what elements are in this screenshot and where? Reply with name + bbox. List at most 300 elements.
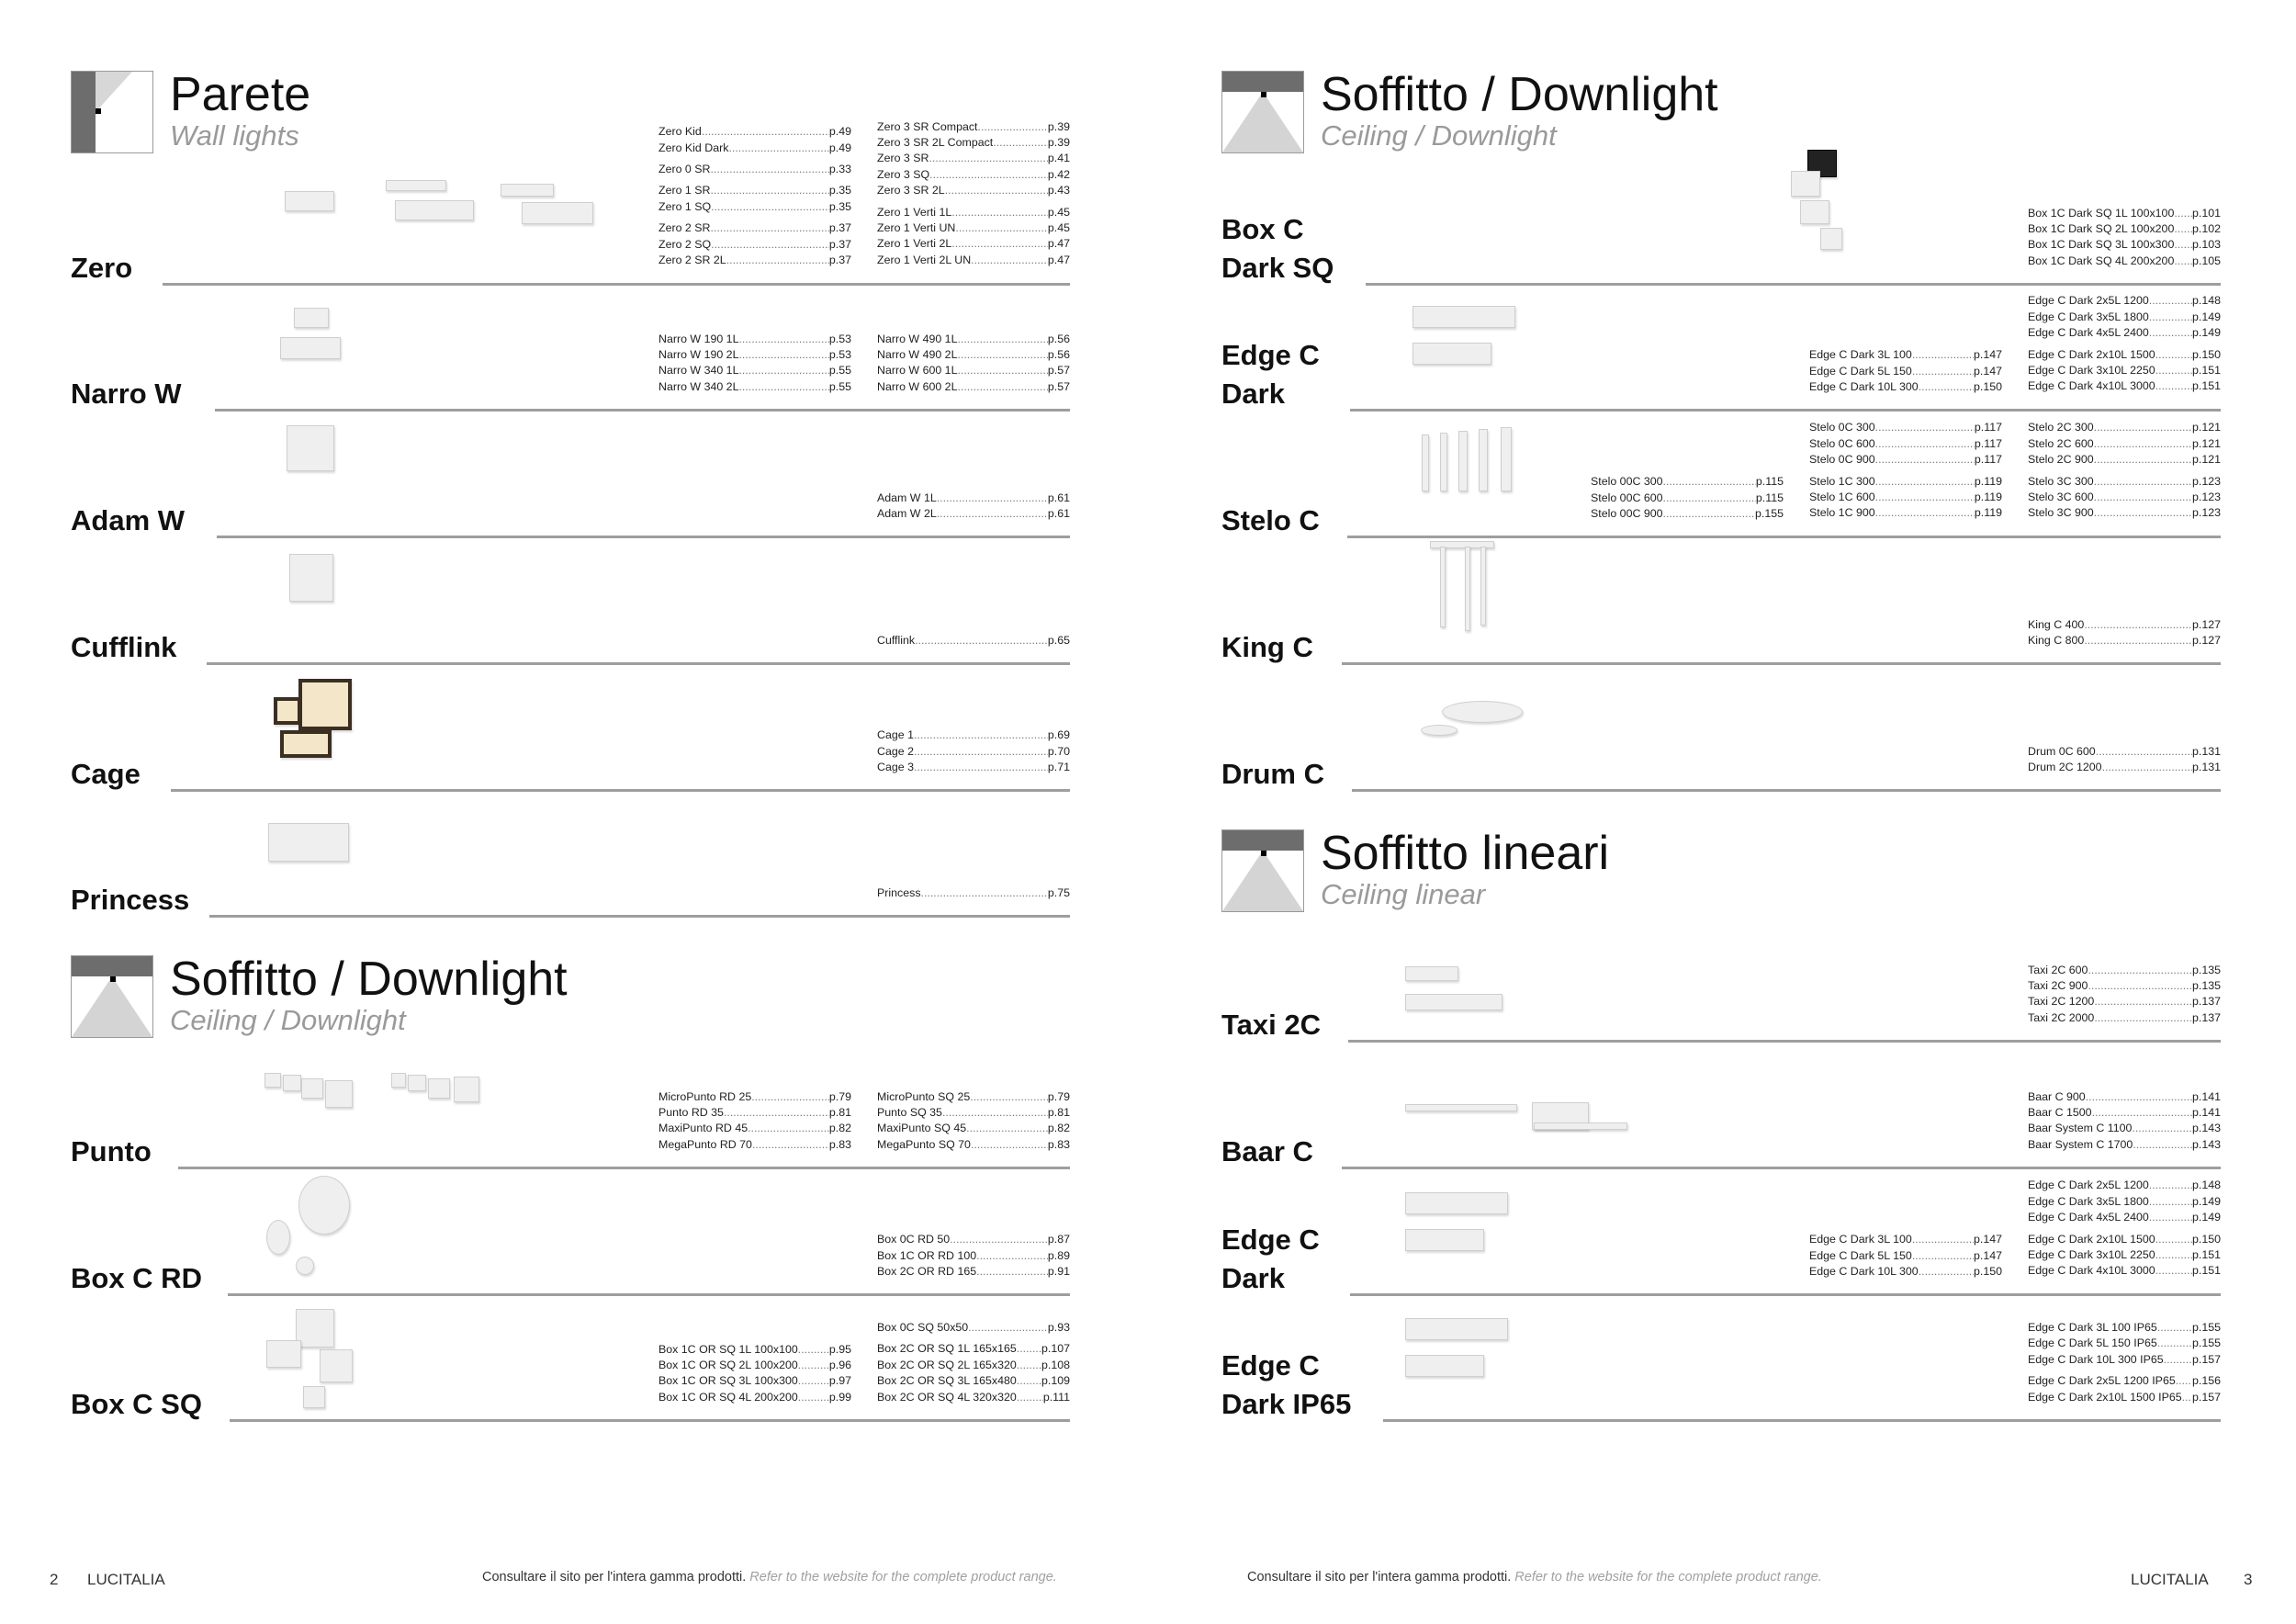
product-model: Drum 0C 600	[2028, 744, 2096, 758]
row-divider	[228, 1293, 1070, 1296]
leader-dots	[914, 727, 1048, 743]
page-ref: p.115	[1755, 491, 1784, 504]
leader-dots	[2149, 293, 2192, 309]
product-family-name: Punto	[71, 1135, 152, 1167]
product-model: Taxi 2C 900	[2028, 979, 2088, 992]
page-ref: p.39	[1047, 136, 1070, 149]
leader-dots	[738, 347, 828, 363]
product-model: Cage 1	[877, 728, 914, 742]
leader-dots	[2094, 474, 2192, 490]
product-thumbnail	[1791, 171, 1820, 197]
page-ref: p.155	[2191, 1321, 2221, 1334]
page-ref: p.102	[2191, 222, 2221, 235]
list-item	[658, 1121, 851, 1136]
product-model: Zero 1 SQ	[658, 199, 712, 213]
product-page-list	[877, 491, 1070, 523]
leader-dots	[2155, 363, 2192, 378]
page-ref: p.97	[828, 1374, 851, 1388]
product-family-name: Cufflink	[71, 631, 177, 663]
product-model: Zero Kid Dark	[658, 141, 729, 154]
leader-dots	[2174, 254, 2192, 269]
page-ref: p.141	[2191, 1089, 2221, 1103]
page-ref: p.45	[1047, 205, 1070, 219]
page-ref: p.89	[1047, 1248, 1070, 1262]
page-ref: p.101	[2191, 206, 2221, 220]
page-ref: p.105	[2191, 254, 2221, 267]
list-item	[658, 379, 851, 395]
product-model: Zero Kid	[658, 125, 702, 139]
list-item	[658, 253, 851, 268]
product-thumbnail	[1465, 547, 1470, 631]
leader-dots	[2132, 1121, 2192, 1136]
leader-dots	[1875, 505, 1975, 521]
list-item	[877, 1105, 1070, 1121]
page-ref: p.151	[2191, 364, 2221, 378]
leader-dots	[1912, 1232, 1974, 1247]
product-model: Stelo 00C 900	[1591, 507, 1663, 520]
product-thumbnail	[268, 823, 349, 862]
leader-dots	[2149, 1194, 2192, 1210]
product-model: Box 1C OR SQ 1L 100x100	[658, 1342, 798, 1356]
leader-dots	[748, 1121, 829, 1136]
product-page-list	[658, 332, 851, 396]
leader-dots	[2155, 1263, 2192, 1279]
ceiling-light-icon	[1221, 71, 1304, 153]
list-item	[877, 220, 1070, 236]
leader-dots	[2174, 221, 2192, 237]
leader-dots	[914, 760, 1048, 775]
product-thumbnail	[266, 1340, 301, 1368]
list-item	[2028, 221, 2221, 237]
leader-dots	[798, 1373, 829, 1389]
product-page-list	[2028, 963, 2221, 1027]
product-family-name: Adam W	[71, 504, 185, 536]
list-item	[877, 1232, 1070, 1247]
leader-dots	[945, 183, 1048, 198]
row-divider	[1352, 789, 2221, 792]
list-item	[658, 199, 851, 215]
list-item	[877, 1320, 1070, 1336]
list-item	[658, 220, 851, 236]
list-item	[877, 1358, 1070, 1373]
product-model: MicroPunto RD 25	[658, 1089, 752, 1103]
product-thumbnail	[1442, 701, 1523, 723]
list-item	[658, 141, 851, 156]
leader-dots	[2084, 617, 2192, 633]
product-family-name: Box C RD	[71, 1262, 202, 1294]
product-model: Box 2C OR SQ 4L 320x320	[877, 1390, 1017, 1404]
page-ref: p.115	[1755, 475, 1784, 489]
product-thumbnail	[1405, 966, 1458, 981]
leader-dots	[2164, 1352, 2192, 1368]
product-model: Stelo 00C 600	[1591, 491, 1663, 504]
product-model: Stelo 2C 600	[2028, 436, 2094, 450]
list-item	[2028, 436, 2221, 452]
page-ref: p.35	[828, 184, 851, 197]
product-page-list	[2028, 206, 2221, 270]
page-ref: p.55	[828, 379, 851, 393]
section-subtitle: Ceiling / Downlight	[1321, 119, 1557, 152]
product-model: Narro W 490 2L	[877, 348, 958, 361]
list-item	[2028, 474, 2221, 490]
leader-dots	[710, 220, 828, 236]
leader-dots	[970, 1089, 1048, 1105]
list-item	[1809, 364, 2002, 379]
page-ref: p.81	[1047, 1106, 1070, 1119]
page-ref: p.83	[1047, 1137, 1070, 1151]
list-item	[2028, 1390, 2221, 1405]
row-divider	[209, 915, 1070, 918]
product-page-list	[1809, 420, 2002, 521]
row-divider	[1383, 1419, 2221, 1422]
leader-dots	[942, 1105, 1048, 1121]
list-item	[2028, 1137, 2221, 1153]
list-item	[2028, 378, 2221, 394]
page-ref: p.57	[1047, 379, 1070, 393]
leader-dots	[2096, 744, 2192, 760]
leader-dots	[728, 141, 828, 156]
row-divider	[217, 536, 1070, 538]
product-model: Box 1C OR SQ 3L 100x300	[658, 1374, 798, 1388]
product-model: MaxiPunto SQ 45	[877, 1122, 967, 1135]
list-item	[2028, 1121, 2221, 1136]
product-thumbnail	[386, 180, 446, 191]
leader-dots	[1663, 506, 1755, 522]
leader-dots	[2094, 420, 2192, 435]
product-model: Edge C Dark 10L 300 IP65	[2028, 1352, 2164, 1366]
list-item	[877, 1248, 1070, 1264]
product-family-name-line2: Dark IP65	[1221, 1388, 1352, 1420]
product-thumbnail	[320, 1349, 353, 1382]
product-model: Stelo 1C 900	[1809, 506, 1875, 520]
product-thumbnail	[501, 184, 554, 197]
product-family-name: Taxi 2C	[1221, 1009, 1321, 1041]
product-model: Baar C 1500	[2028, 1106, 2092, 1119]
leader-dots	[1017, 1390, 1043, 1405]
page-ref: p.123	[2191, 474, 2221, 488]
leader-dots	[2155, 378, 2192, 394]
leader-dots	[2092, 1105, 2192, 1121]
product-model: Narro W 340 2L	[658, 379, 739, 393]
page-ref: p.45	[1047, 221, 1070, 235]
page-ref: p.148	[2191, 294, 2221, 308]
leader-dots	[2094, 1010, 2192, 1026]
list-item	[2028, 206, 2221, 221]
page-ref: p.155	[1754, 507, 1784, 520]
row-divider	[1366, 283, 2221, 286]
list-item	[658, 363, 851, 378]
page-ref: p.53	[828, 348, 851, 361]
list-item	[658, 347, 851, 363]
list-item	[658, 162, 851, 177]
product-thumbnail	[1405, 1355, 1484, 1377]
page-ref: p.123	[2191, 506, 2221, 520]
leader-dots	[1912, 364, 1974, 379]
footer-note-en: Refer to the website for the complete product range.	[1514, 1570, 1822, 1585]
product-model: Edge C Dark 2x5L 1200 IP65	[2028, 1374, 2176, 1388]
wall-light-icon	[71, 71, 153, 153]
page-ref: p.43	[1047, 184, 1070, 197]
page-ref: p.148	[2191, 1179, 2221, 1192]
product-model: Edge C Dark 2x10L 1500 IP65	[2028, 1390, 2182, 1404]
page-ref: p.117	[1974, 421, 2002, 434]
leader-dots	[2174, 206, 2192, 221]
leader-dots	[2084, 633, 2192, 648]
product-model: Zero 2 SR	[658, 221, 711, 235]
page-ref: p.135	[2191, 979, 2221, 992]
page-ref: p.149	[2191, 310, 2221, 323]
list-item	[877, 506, 1070, 522]
list-item	[2028, 1010, 2221, 1026]
product-model: Narro W 190 2L	[658, 348, 739, 361]
product-model: Box 1C OR SQ 4L 200x200	[658, 1390, 798, 1404]
leader-dots	[2133, 1137, 2192, 1153]
list-item	[877, 135, 1070, 151]
product-thumbnail	[301, 1078, 323, 1099]
product-thumbnail	[294, 308, 329, 328]
product-model: Box 0C SQ 50x50	[877, 1321, 969, 1334]
product-thumbnail	[287, 425, 334, 471]
leader-dots	[2155, 1247, 2192, 1263]
product-page-list	[658, 1342, 851, 1406]
list-item	[2028, 505, 2221, 521]
product-page-list	[877, 1320, 1070, 1405]
list-item	[1809, 1264, 2002, 1280]
page-number: 2	[50, 1571, 59, 1588]
page-ref: p.150	[1973, 1265, 2002, 1278]
leader-dots	[937, 491, 1048, 506]
product-family-name: Box C SQ	[71, 1388, 202, 1420]
product-family-name: Drum C	[1221, 758, 1324, 790]
product-model: Narro W 600 1L	[877, 364, 958, 378]
page-ref: p.131	[2191, 744, 2221, 758]
product-family-name: Edge C	[1221, 1349, 1320, 1382]
product-thumbnail	[1800, 200, 1829, 224]
leader-dots	[1875, 474, 1975, 490]
page-ref: p.79	[1047, 1089, 1070, 1103]
leader-dots	[1875, 436, 1975, 452]
product-model: Box 2C OR SQ 1L 165x165	[877, 1342, 1017, 1356]
page-ref: p.156	[2191, 1374, 2221, 1388]
page-ref: p.61	[1047, 491, 1070, 504]
list-item	[1591, 506, 1784, 522]
leader-dots	[914, 744, 1048, 760]
product-thumbnail	[325, 1080, 353, 1108]
page-ref: p.56	[1047, 332, 1070, 345]
product-model: Stelo 1C 300	[1809, 474, 1875, 488]
product-model: Edge C Dark 3x10L 2250	[2028, 1248, 2155, 1262]
page-ref: p.150	[2191, 347, 2221, 361]
product-model: MegaPunto RD 70	[658, 1137, 752, 1151]
leader-dots	[1875, 490, 1975, 505]
leader-dots	[710, 183, 828, 198]
page-ref: p.39	[1047, 119, 1070, 133]
product-family-name: King C	[1221, 631, 1313, 663]
product-model: Baar System C 1100	[2028, 1122, 2133, 1135]
product-model: Zero 0 SR	[658, 163, 711, 175]
product-model: King C 800	[2028, 634, 2085, 648]
page-ref: p.157	[2191, 1390, 2221, 1404]
product-model: Zero 2 SQ	[658, 237, 712, 251]
product-model: Zero 3 SR	[877, 152, 929, 165]
list-item	[2028, 1178, 2221, 1193]
leader-dots	[955, 220, 1047, 236]
list-item	[1809, 490, 2002, 505]
product-family-name: Edge C	[1221, 1224, 1320, 1256]
list-item	[1809, 347, 2002, 363]
list-item	[877, 253, 1070, 268]
product-thumbnail	[428, 1078, 450, 1099]
list-item	[2028, 994, 2221, 1009]
list-item	[1591, 491, 1784, 506]
list-item	[1809, 1232, 2002, 1247]
product-model: Princess	[877, 886, 921, 900]
page-ref: p.55	[828, 364, 851, 378]
page-ref: p.99	[828, 1390, 851, 1404]
list-item	[2028, 363, 2221, 378]
leader-dots	[1912, 1248, 1974, 1264]
product-thumbnail	[391, 1073, 406, 1088]
product-thumbnail	[1534, 1122, 1627, 1130]
page-ref: p.91	[1047, 1265, 1070, 1278]
product-thumbnail	[1405, 1318, 1508, 1340]
section-title: Soffitto lineari	[1321, 827, 1610, 880]
product-model: Zero 1 Verti UN	[877, 221, 956, 235]
leader-dots	[951, 236, 1048, 252]
list-item	[877, 167, 1070, 183]
list-item	[2028, 293, 2221, 309]
page-ref: p.149	[2191, 326, 2221, 340]
section-title: Parete	[170, 68, 311, 121]
product-model: Edge C Dark 2x10L 1500	[2028, 1232, 2155, 1246]
leader-dots	[957, 379, 1047, 395]
product-model: Cage 2	[877, 744, 914, 758]
page-ref: p.93	[1047, 1321, 1070, 1334]
list-item	[877, 1264, 1070, 1280]
product-model: Stelo 3C 900	[2028, 506, 2094, 520]
list-item	[2028, 963, 2221, 978]
leader-dots	[966, 1121, 1048, 1136]
product-thumbnail	[1480, 547, 1486, 626]
product-family-name: Princess	[71, 884, 190, 916]
product-page-list	[1809, 347, 2002, 395]
ceiling-light-icon	[71, 955, 153, 1038]
product-model: Stelo 0C 600	[1809, 436, 1875, 450]
page-ref: p.157	[2191, 1352, 2221, 1366]
product-thumbnail	[283, 1075, 301, 1091]
product-model: Zero 1 Verti 1L	[877, 205, 952, 219]
leader-dots	[2157, 1336, 2192, 1351]
list-item	[877, 183, 1070, 198]
product-model: Box 1C Dark SQ 3L 100x300	[2028, 238, 2175, 252]
page-ref: p.151	[2191, 1248, 2221, 1262]
product-thumbnail	[298, 1176, 350, 1235]
leader-dots	[2094, 452, 2192, 468]
leader-dots	[1919, 1264, 1974, 1280]
page-ref: p.35	[828, 199, 851, 213]
page-ref: p.117	[1974, 436, 2002, 450]
product-page-list	[877, 332, 1070, 396]
product-model: Edge C Dark 3L 100 IP65	[2028, 1321, 2157, 1334]
list-item	[1809, 436, 2002, 452]
page-ref: p.111	[1042, 1390, 1070, 1404]
page-ref: p.42	[1047, 167, 1070, 181]
product-model: Edge C Dark 3L 100	[1809, 348, 1912, 362]
product-page-list	[2028, 293, 2221, 394]
list-item	[2028, 420, 2221, 435]
list-item	[2028, 760, 2221, 775]
leader-dots	[798, 1358, 829, 1373]
page-ref: p.82	[828, 1122, 851, 1135]
product-page-list	[2028, 420, 2221, 521]
leader-dots	[1017, 1358, 1041, 1373]
product-model: Baar System C 1700	[2028, 1137, 2133, 1151]
list-item	[2028, 1373, 2221, 1389]
leader-dots	[2149, 325, 2192, 341]
leader-dots	[1663, 474, 1756, 490]
page-ref: p.41	[1047, 152, 1070, 165]
product-page-list	[877, 885, 1070, 901]
page-ref: p.149	[2191, 1194, 2221, 1208]
list-item	[2028, 1247, 2221, 1263]
product-model: Edge C Dark 5L 150	[1809, 1248, 1912, 1262]
product-model: Box 1C OR SQ 2L 100x200	[658, 1359, 798, 1371]
list-item	[877, 491, 1070, 506]
product-model: Edge C Dark 4x5L 2400	[2028, 326, 2149, 340]
list-item	[877, 1390, 1070, 1405]
list-item	[877, 1341, 1070, 1357]
leader-dots	[1912, 347, 1974, 363]
product-thumbnail	[296, 1257, 314, 1275]
product-model: King C 400	[2028, 617, 2085, 631]
page-ref: p.119	[1974, 474, 2002, 488]
product-model: MaxiPunto RD 45	[658, 1122, 748, 1135]
leader-dots	[2149, 1210, 2192, 1225]
leader-dots	[921, 885, 1048, 901]
list-item	[2028, 254, 2221, 269]
page-ref: p.47	[1047, 253, 1070, 266]
list-item	[2028, 237, 2221, 253]
leader-dots	[2176, 1373, 2192, 1389]
product-model: Taxi 2C 600	[2028, 963, 2088, 976]
list-item	[2028, 633, 2221, 648]
leader-dots	[976, 1248, 1048, 1264]
leader-dots	[915, 633, 1048, 648]
page-ref: p.83	[828, 1137, 851, 1151]
list-item	[2028, 490, 2221, 505]
list-item	[2028, 617, 2221, 633]
leader-dots	[1663, 491, 1756, 506]
page-ref: p.127	[2191, 634, 2221, 648]
product-model: Stelo 0C 300	[1809, 421, 1875, 434]
list-item	[877, 885, 1070, 901]
row-divider	[1347, 536, 2221, 538]
list-item	[658, 1358, 851, 1373]
product-thumbnail	[1440, 433, 1447, 491]
page-ref: p.119	[1974, 506, 2002, 520]
product-model: Edge C Dark 4x5L 2400	[2028, 1211, 2149, 1224]
footer-note-it: Consultare il sito per l'intera gamma prodotti.	[1247, 1570, 1512, 1585]
list-item	[2028, 1352, 2221, 1368]
product-model: Edge C Dark 3x10L 2250	[2028, 364, 2155, 378]
leader-dots	[929, 167, 1048, 183]
product-thumbnail	[296, 1309, 334, 1348]
page-ref: p.65	[1047, 634, 1070, 648]
product-thumbnail	[266, 1220, 290, 1255]
leader-dots	[2094, 994, 2192, 1009]
leader-dots	[971, 253, 1048, 268]
leader-dots	[2155, 347, 2192, 363]
